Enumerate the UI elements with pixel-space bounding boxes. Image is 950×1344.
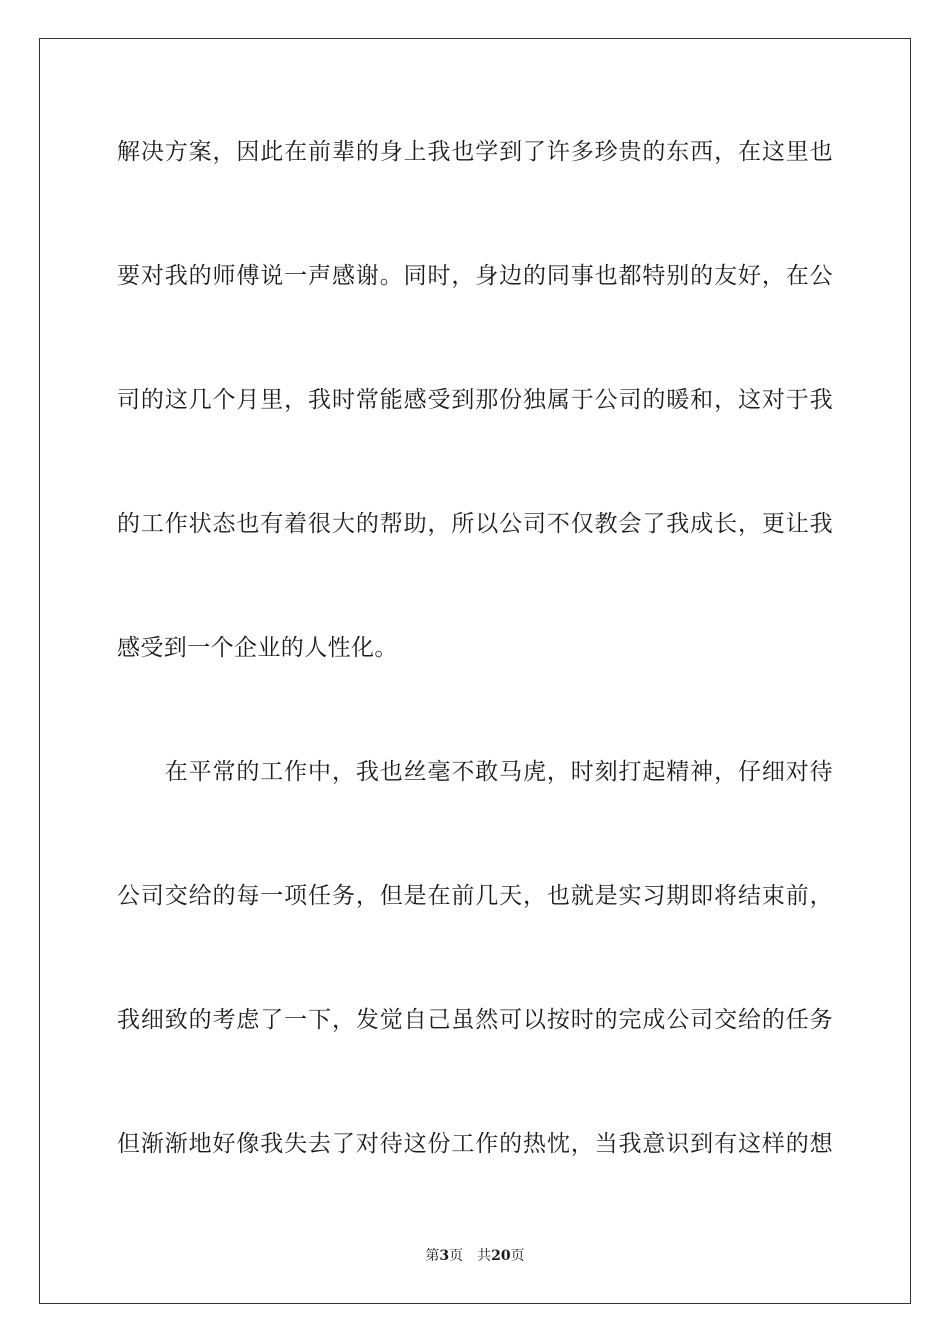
footer-page-number: 3 (439, 1248, 450, 1264)
footer-total-suffix: 页 (510, 1248, 525, 1264)
footer-page-prefix: 第 (425, 1248, 440, 1264)
body-line-5: 感受到一个企业的人性化。 (117, 635, 398, 661)
body-line-9: 但渐渐地好像我失去了对待这份工作的热忱，当我意识到有这样的想 (117, 1131, 833, 1157)
body-line-4: 的工作状态也有着很大的帮助，所以公司不仅教会了我成长，更让我 (117, 511, 833, 537)
footer-total-pages: 20 (491, 1248, 511, 1264)
footer-total-prefix: 共 (477, 1248, 492, 1264)
body-line-2: 要对我的师傅说一声感谢。同时，身边的同事也都特别的友好，在公 (117, 263, 833, 289)
page-footer (0, 1247, 950, 1265)
body-line-8: 我细致的考虑了一下，发觉自己虽然可以按时的完成公司交给的任务 (117, 1007, 833, 1033)
page-border (39, 38, 911, 1304)
body-line-6: 在平常的工作中，我也丝毫不敢马虎，时刻打起精神，仔细对待 (117, 759, 833, 785)
body-line-7: 公司交给的每一项任务，但是在前几天，也就是实习期即将结束前， (117, 883, 833, 909)
body-line-3: 司的这几个月里，我时常能感受到那份独属于公司的暖和，这对于我 (117, 387, 833, 413)
body-line-1: 解决方案，因此在前辈的身上我也学到了许多珍贵的东西，在这里也 (117, 139, 833, 165)
footer-page-suffix: 页 (449, 1248, 464, 1264)
